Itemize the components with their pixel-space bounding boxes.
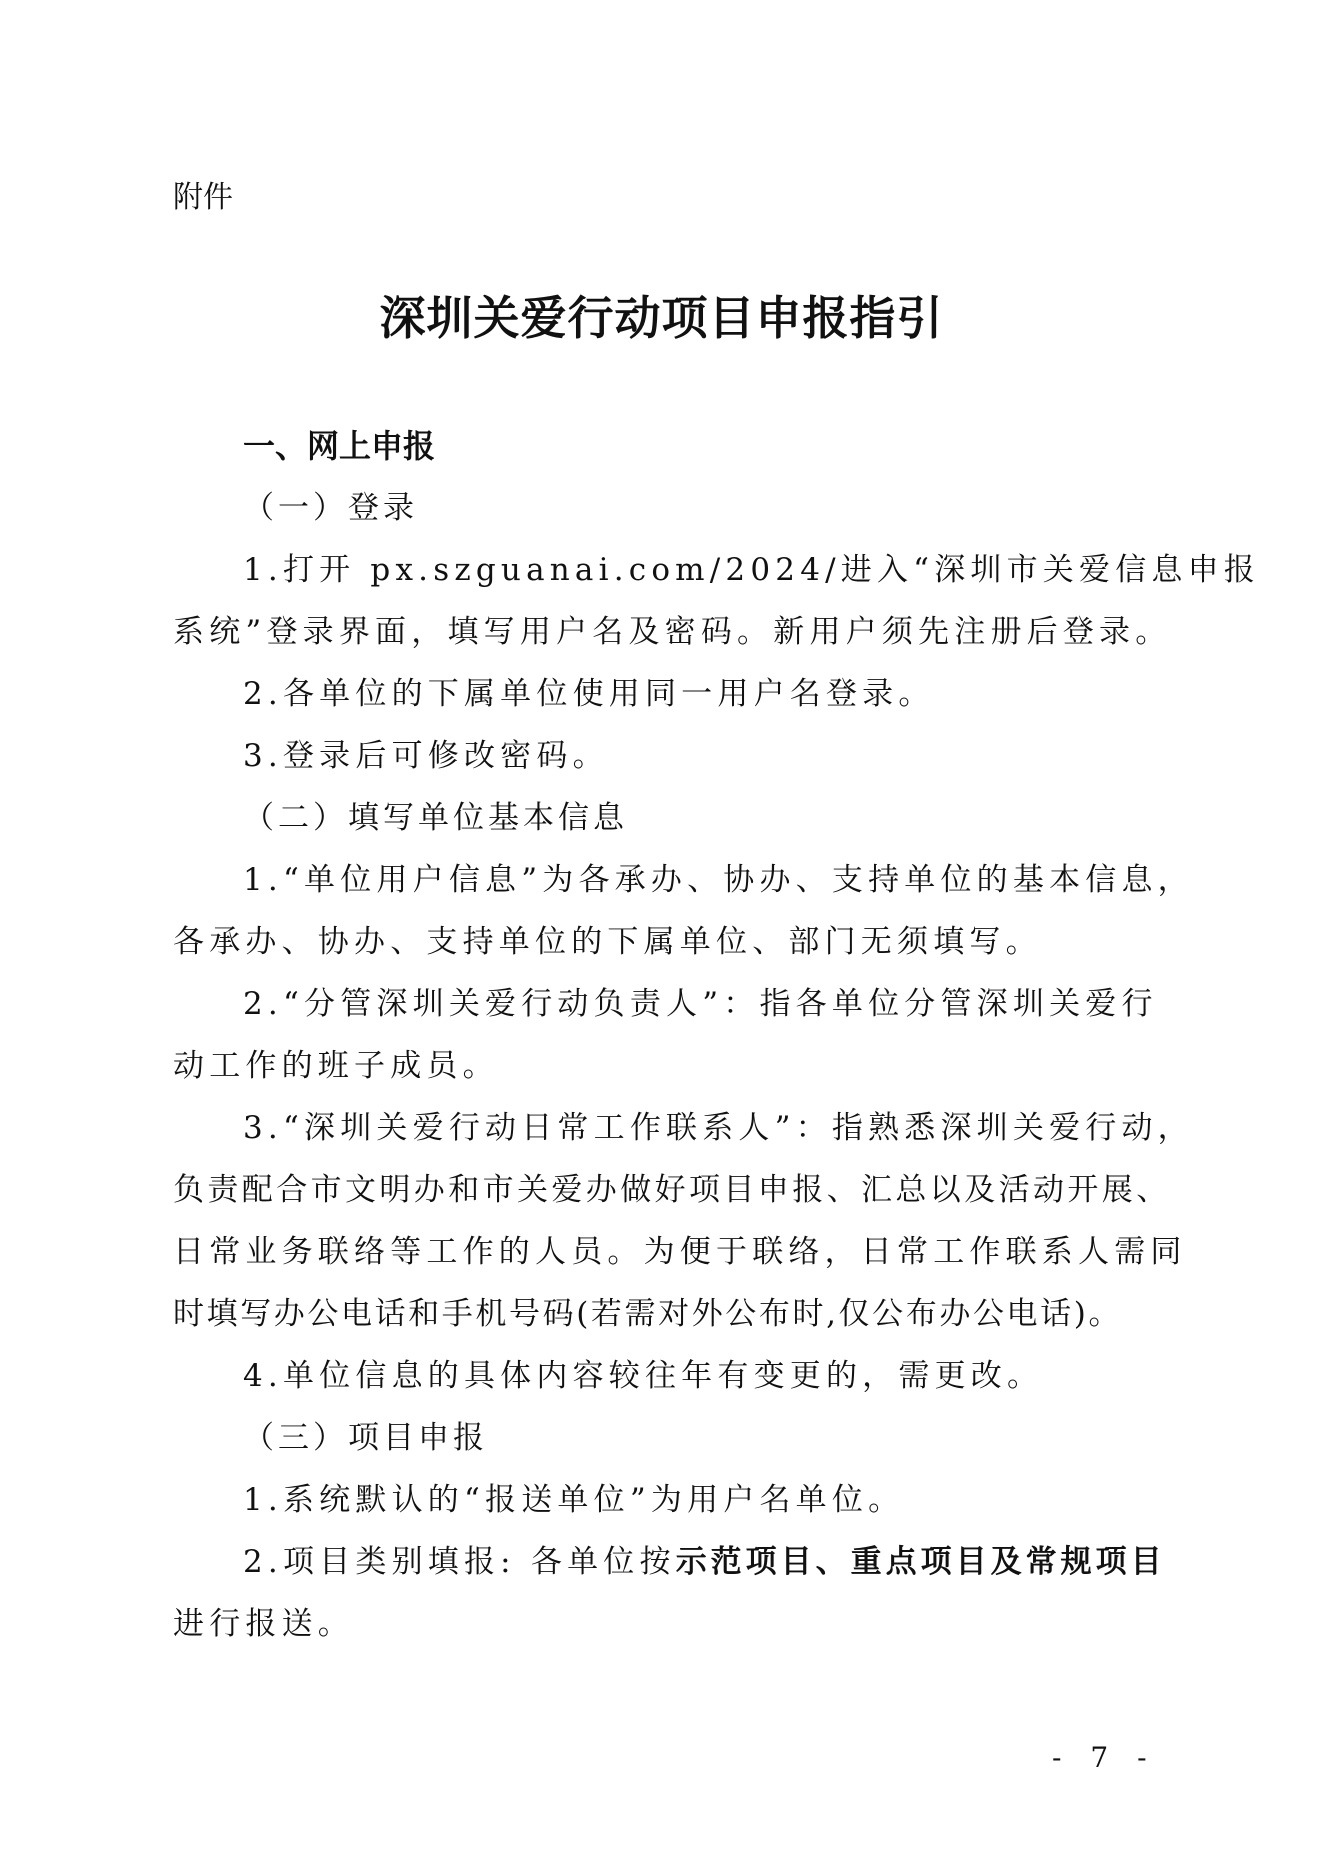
paragraph-line: 1.打开 px.szguanai.com/2024/进入“深圳市关爱信息申报	[243, 552, 1261, 588]
paragraph-line: 1.系统默认的“报送单位”为用户名单位。	[243, 1482, 905, 1518]
page-number: - 7 -	[1052, 1741, 1157, 1774]
subsection-heading-unit-info: （二）填写单位基本信息	[243, 800, 628, 836]
category-instruction-text: 2.项目类别填报: 各单位按	[243, 1544, 676, 1580]
paragraph-line	[243, 1542, 1166, 1582]
subsection-heading-project-application: （三）项目申报	[243, 1420, 488, 1456]
paragraph-line: 2.“分管深圳关爱行动负责人”：指各单位分管深圳关爱行	[243, 986, 1158, 1022]
paragraph-line: 日常业务联络等工作的人员。为便于联络，日常工作联系人需同	[173, 1234, 1187, 1270]
subsection-heading-login: （一）登录	[243, 490, 418, 526]
paragraph-line: 动工作的班子成员。	[173, 1048, 499, 1084]
paragraph-line: 2.各单位的下属单位使用同一用户名登录。	[243, 676, 935, 712]
paragraph-line: 4.单位信息的具体内容较往年有变更的，需更改。	[243, 1358, 1044, 1394]
attachment-label: 附件	[173, 180, 233, 215]
paragraph-line: 负责配合市文明办和市关爱办做好项目申报、汇总以及活动开展、	[173, 1172, 1171, 1208]
project-categories-emphasis: 示范项目、重点项目及常规项目	[675, 1544, 1166, 1580]
paragraph-line: 3.登录后可修改密码。	[243, 738, 609, 774]
section-heading-online-application: 一、网上申报	[243, 427, 436, 465]
paragraph-line: 各承办、协办、支持单位的下属单位、部门无须填写。	[173, 924, 1042, 960]
paragraph-line: 系统”登录界面，填写用户名及密码。新用户须先注册后登录。	[173, 614, 1172, 650]
paragraph-line: 1.“单位用户信息”为各承办、协办、支持单位的基本信息，	[243, 862, 1194, 898]
paragraph-line: 进行报送。	[173, 1606, 354, 1642]
paragraph-line: 3.“深圳关爱行动日常工作联系人”：指熟悉深圳关爱行动，	[243, 1110, 1194, 1146]
paragraph-line: 时填写办公电话和手机号码(若需对外公布时,仅公布办公电话)。	[173, 1296, 1123, 1332]
document-title: 深圳关爱行动项目申报指引	[379, 291, 944, 345]
